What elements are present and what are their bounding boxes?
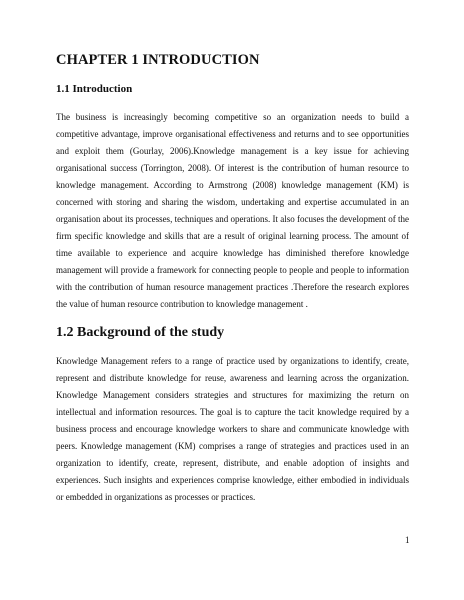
page-number: 1 — [405, 535, 410, 545]
section-heading-background: 1.2 Background of the study — [56, 325, 225, 340]
introduction-paragraph: The business is increasingly becoming competitive so an organization needs to build a competitive advantage, improve organisational effectiveness and returns and to see opportunities and exploit them (Gourlay, 2006).Knowledge management is a key issue for achieving organisational success (Torrington, 2008). Of interest is the contribution of human resource to knowledge management. According to Armstrong (2008) knowledge management (KM) is concerned with storing and sharing the wisdom, undertaking and expertise accumulated in an organisation about its processes, techniques and operations. It also focuses the development of the firm specific knowledge and skills that are a result of original learning process. The amount of time available to experience and acquire knowledge has diminished therefore knowledge management will provide a framework for connecting people to people and people to information with the contribution of human resource management practices .Therefore the research explores the value of human resource contribution to knowledge management . — [56, 112, 409, 309]
section-heading-introduction: 1.1 Introduction — [56, 83, 133, 95]
chapter-title: CHAPTER 1 INTRODUCTION — [56, 52, 260, 68]
background-paragraph: Knowledge Management refers to a range of practice used by organizations to identify, create, represent and distribute knowledge for reuse, awareness and learning across the organization. Knowledge Management considers strategies and structures for maximizing the return on intellectual and information resources. The goal is to capture the tacit knowledge required by a business process and encourage knowledge workers to share and communicate knowledge with peers. Knowledge management (KM) comprises a range of strategies and practices used in an organization to identify, create, represent, distribute, and enable adoption of insights and experiences. Such insights and experiences comprise knowledge, either embodied in individuals or embedded in organizations as processes or practices. — [56, 356, 409, 502]
